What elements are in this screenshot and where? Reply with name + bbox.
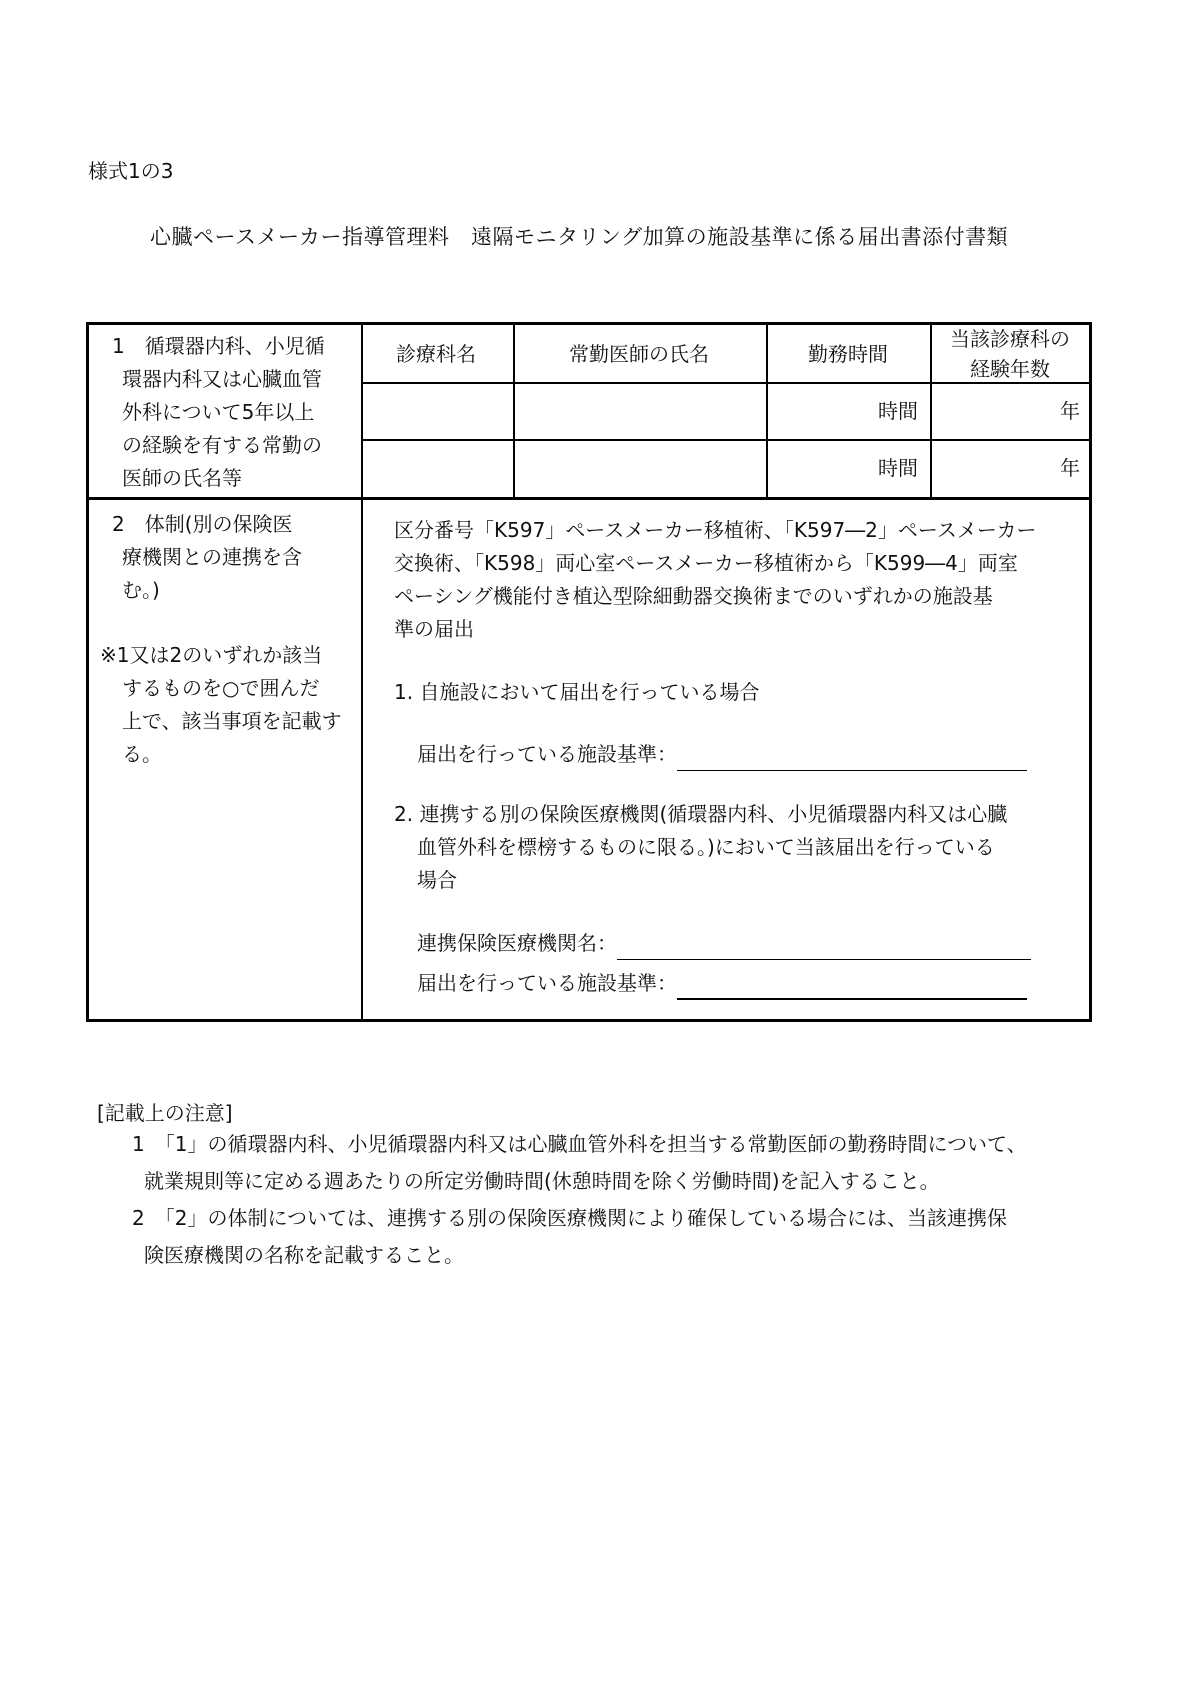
intro-line: 準の届出 <box>394 617 474 641</box>
header-experience-line: 当該診療科の <box>950 327 1070 351</box>
section2-line: む。) <box>122 578 160 602</box>
section1-line: 医師の氏名等 <box>122 466 242 490</box>
option1-title: 1. 自施設において届出を行っている場合 <box>394 680 760 704</box>
partner-institution-input[interactable] <box>617 933 1031 960</box>
intro-line: 交換術、「K598」両心室ペースメーカー移植術から「K599―4」両室 <box>394 551 1018 575</box>
section2-number: 2 <box>112 512 125 536</box>
section1-line: 循環器内科、小児循 <box>144 334 325 358</box>
option2-facility-input[interactable] <box>677 972 1027 1000</box>
header-experience-line: 経験年数 <box>970 357 1050 381</box>
section2-note-line: するものを○で囲んだ <box>122 676 320 700</box>
section1-number: 1 <box>112 334 125 358</box>
row1-years-unit[interactable]: 年 <box>1060 399 1080 423</box>
option1-field-label: 届出を行っている施設基準： <box>417 742 677 766</box>
option2-line: 2. 連携する別の保険医療機関(循環器内科、小児循環器内科又は心臓 <box>394 802 1008 826</box>
row2-years-unit[interactable]: 年 <box>1060 456 1080 480</box>
intro-line: 区分番号「K597」ペースメーカー移植術、「K597―2」ペースメーカー <box>394 518 1037 542</box>
row1-doctor-name[interactable] <box>513 395 765 428</box>
note-item-1 <box>132 1126 1092 1200</box>
header-doctor-name: 常勤医師の氏名 <box>569 342 709 366</box>
section1-label <box>112 330 357 495</box>
notes-title: [記載上の注意] <box>97 1101 233 1125</box>
section2-note-line: る。 <box>122 742 162 766</box>
section2-note <box>100 639 358 771</box>
row2-hours-unit[interactable]: 時間 <box>878 456 918 480</box>
section2-note-line: ※1又は2のいずれか該当 <box>100 643 323 667</box>
option2-line: 場合 <box>417 868 457 892</box>
note-item-2 <box>132 1200 1092 1274</box>
row2-doctor-name[interactable] <box>513 452 765 485</box>
section1-line: 外科について5年以上 <box>122 400 315 424</box>
column-divider <box>361 325 363 1019</box>
option2-field2 <box>417 967 1027 1000</box>
option2-field1-label: 連携保険医療機関名： <box>417 931 617 955</box>
option2-description <box>394 798 1084 897</box>
note-line: 険医療機関の名称を記載すること。 <box>144 1243 464 1267</box>
header-work-hours: 勤務時間 <box>808 342 888 366</box>
section2-label <box>112 508 357 607</box>
section2-line: 療機関との連携を含 <box>122 545 302 569</box>
grid-line <box>361 439 1089 441</box>
row2-department[interactable] <box>361 452 511 485</box>
row1-department[interactable] <box>361 395 511 428</box>
note-line: 就業規則等に定める週あたりの所定労働時間(休憩時間を除く労働時間)を記入すること。 <box>144 1169 940 1193</box>
note-line: 「1」の循環器内科、小児循環器内科又は心臓血管外科を担当する常勤医師の勤務時間について、 <box>164 1132 1027 1156</box>
section1-line: 環器内科又は心臓血管 <box>122 367 322 391</box>
form-number: 様式1の3 <box>88 159 174 183</box>
option2-field1 <box>417 927 1031 960</box>
section2-line: 体制(別の保険医 <box>144 512 293 536</box>
note-number: 2 <box>132 1206 145 1230</box>
option1-facility-input[interactable] <box>677 744 1027 771</box>
option1-field <box>417 738 1027 771</box>
section1-line: の経験を有する常勤の <box>122 433 322 457</box>
section2-note-line: 上で、該当事項を記載す <box>122 709 342 733</box>
option2-line: 血管外科を標榜するものに限る。)において当該届出を行っている <box>417 835 995 859</box>
note-line: 「2」の体制については、連携する別の保険医療機関により確保している場合には、当該連携保 <box>164 1206 1008 1230</box>
section2-intro <box>394 514 1084 646</box>
document-title: 心臓ペースメーカー指導管理料 遠隔モニタリング加算の施設基準に係る届出書添付書類 <box>150 225 1009 249</box>
section-divider <box>89 497 1089 500</box>
header-experience <box>930 324 1090 384</box>
row1-hours-unit[interactable]: 時間 <box>878 399 918 423</box>
header-department: 診療科名 <box>396 342 476 366</box>
note-number: 1 <box>132 1132 145 1156</box>
intro-line: ペーシング機能付き植込型除細動器交換術までのいずれかの施設基 <box>394 584 993 608</box>
option2-field2-label: 届出を行っている施設基準： <box>417 971 677 995</box>
